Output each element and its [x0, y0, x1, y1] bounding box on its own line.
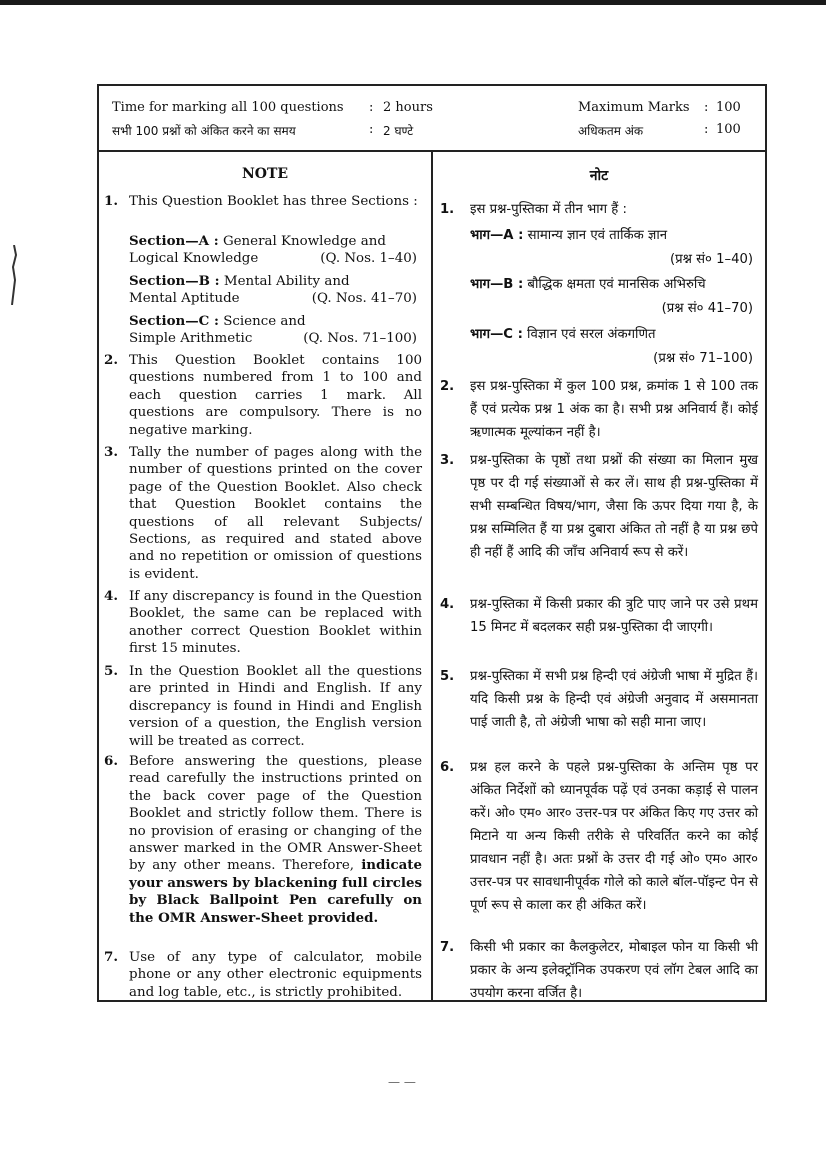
note-text-bold: indicate your answers by blackening full circles by Black Ballpoint Pen carefully on the OMR Answer-Sheet provided.: [129, 857, 422, 926]
note-text: Before answering the questions, please read carefully the instructions printed on the back cover page of the Question Booklet and strictly follow them. There is no provision of erasing or changing of the answer marked in the OMR Answer-Sheet by any other means. Therefore,: [129, 754, 422, 874]
time-sep-en: :: [369, 100, 374, 115]
section-qnos: (Q. Nos. 41–70): [311, 291, 417, 306]
hindi-notes-column: [433, 152, 765, 1000]
note-text: किसी भी प्रकार का कैलकुलेटर, मोबाइल फोन या किसी भी प्रकार के अन्य इलेक्ट्रॉनिक उपकरण एवं लॉग टेबल आदि का उपयोग करना वर्जित है।: [470, 940, 758, 1001]
note-text: इस प्रश्न-पुस्तिका में तीन भाग हैं :: [470, 202, 627, 217]
note-heading-hi: नोट: [589, 168, 609, 184]
max-marks-value-en: 100: [716, 100, 741, 115]
note-number: 6.: [104, 753, 118, 769]
section-label: भाग—B :: [470, 277, 524, 292]
section-qnos: (Q. Nos. 1–40): [320, 251, 417, 266]
time-label-hi: सभी 100 प्रश्नों को अंकित करने का समय: [112, 124, 296, 138]
note-number: 6.: [440, 760, 455, 775]
section-a-hi: [470, 225, 667, 243]
note-number: 1.: [104, 193, 118, 209]
note-number: 3.: [104, 444, 118, 460]
max-marks-sep-en: :: [704, 100, 709, 115]
section-c-en: [129, 313, 417, 349]
scan-punch-mark: [10, 245, 18, 305]
section-title-line2: Mental Aptitude: [129, 291, 240, 307]
note-text: If any discrepancy is found in the Question Booklet, the same can be replaced with another correct Question Booklet within first 15 minutes.: [129, 589, 422, 657]
note-number: 7.: [104, 949, 118, 965]
section-b-qnos-hi: (प्रश्न सं० 41–70): [661, 301, 753, 316]
english-notes-column: [99, 152, 431, 1000]
section-title: सामान्य ज्ञान एवं तार्किक ज्ञान: [527, 228, 668, 243]
note-text: This Question Booklet has three Sections :: [129, 194, 418, 209]
note-text: इस प्रश्न-पुस्तिका में कुल 100 प्रश्न, क्रमांक 1 से 100 तक हैं एवं प्रत्येक प्रश्न 1 अंक का है। सभी प्रश्न अनिवार्य हैं। कोई ऋणात्मक मूल्यांकन नहीं है।: [470, 379, 758, 440]
time-label-en: Time for marking all 100 questions: [112, 100, 344, 115]
time-value-en: 2 hours: [383, 100, 433, 115]
section-title: बौद्धिक क्षमता एवं मानसिक अभिरुचि: [527, 277, 706, 292]
note-heading-en: NOTE: [241, 166, 289, 182]
booklet-header: [99, 86, 765, 152]
time-sep-hi: :: [369, 122, 374, 137]
note-text: Tally the number of pages along with the number of questions printed on the cover page of the Question Booklet. Also check that Question Booklet contains the questions of all relevant Subjects/ Sections, as required and stated above and no repetition or omission of questions is evident.: [129, 445, 422, 582]
section-title-line1: Mental Ability and: [223, 274, 350, 289]
note-text: प्रश्न-पुस्तिका के पृष्ठों तथा प्रश्नों की संख्या का मिलान मुख पृष्ठ पर दी गई संख्याओं से कर लें। साथ ही प्रश्न-पुस्तिका में सभी सम्बन्धित विषय/भाग, जैसा कि ऊपर दिया गया है, के प्रश्न सम्मिलित हैं या प्रश्न दुबारा अंकित तो नहीं है या प्रश्न छपे ही नहीं हैं आदि की जाँच अनिवार्य रूप से करें।: [470, 453, 759, 560]
section-title-line1: Science and: [223, 314, 306, 329]
section-label: Section—A :: [129, 233, 219, 249]
note-text: प्रश्न-पुस्तिका में किसी प्रकार की त्रुटि पाए जाने पर उसे प्रथम 15 मिनट में बदलकर सही प्रश्न-पुस्तिका दी जाएगी।: [470, 597, 758, 635]
section-b-hi: [470, 274, 706, 292]
note-number: 5.: [104, 663, 118, 679]
note-number: 4.: [104, 588, 118, 604]
section-c-hi: [470, 324, 656, 342]
note-number: 7.: [440, 940, 455, 955]
top-scan-border: [0, 0, 826, 5]
section-a-qnos-hi: (प्रश्न सं० 1–40): [669, 252, 753, 267]
max-marks-sep-hi: :: [704, 122, 709, 137]
section-b-en: [129, 273, 417, 309]
max-marks-label-en: Maximum Marks: [578, 100, 690, 115]
max-marks-label-hi: अधिकतम अंक: [578, 124, 644, 138]
note-text: This Question Booklet contains 100 questions numbered from 1 to 100 and each question carries 1 mark. All questions are compulsory. There is no negative marking.: [129, 353, 422, 438]
section-c-qnos-hi: (प्रश्न सं० 71–100): [653, 351, 753, 366]
section-a-en: [129, 233, 417, 269]
section-title-line2: Simple Arithmetic: [129, 331, 253, 347]
note-number: 1.: [440, 202, 455, 217]
instructions-frame: [97, 84, 767, 1002]
section-qnos: (Q. Nos. 71–100): [303, 331, 417, 346]
section-label: Section—C :: [129, 313, 219, 329]
note-text: प्रश्न-पुस्तिका में सभी प्रश्न हिन्दी एवं अंग्रेजी भाषा में मुद्रित हैं। यदि किसी प्रश्न के हिन्दी एवं अंग्रेजी अनुवाद में असमानता पाई जाती है, तो अंग्रेजी भाषा को सही माना जाए।: [470, 669, 758, 730]
note-number: 2.: [440, 379, 455, 394]
max-marks-value-hi: 100: [716, 122, 741, 137]
note-number: 3.: [440, 453, 455, 468]
time-value-hi: 2 घण्टे: [383, 124, 414, 138]
section-title-line1: General Knowledge and: [222, 234, 386, 249]
note-text: प्रश्न हल करने के पहले प्रश्न-पुस्तिका के अन्तिम पृष्ठ पर अंकित निर्देशों को ध्यानपूर्वक पढ़ें एवं उनका कड़ाई से पालन करें। ओ० एम० आर० उत्तर-पत्र पर अंकित किए गए उत्तर को मिटाने या अन्य किसी तरीके से परिवर्तित करने का कोई प्रावधान नहीं है। अतः प्रश्नों के उत्तर दी गई ओ० एम० आर० उत्तर-पत्र पर सावधानीपूर्वक गोले को काले बॉल-पॉइन्ट पेन से पूर्ण रूप से काला कर ही अंकित करें।: [470, 760, 758, 913]
section-label: भाग—A :: [470, 228, 524, 243]
section-label: Section—B :: [129, 273, 220, 289]
note-number: 4.: [440, 597, 455, 612]
note-number: 5.: [440, 669, 455, 684]
section-title: विज्ञान एवं सरल अंकगणित: [527, 327, 656, 342]
note-text: In the Question Booklet all the questions are printed in Hindi and English. If any discrepancy is found in Hindi and English version of a question, the English version will be treated as correct.: [129, 664, 422, 749]
note-number: 2.: [104, 352, 118, 368]
section-label: भाग—C :: [470, 327, 523, 342]
section-title-line2: Logical Knowledge: [129, 251, 259, 267]
scan-footer-mark: — —: [388, 1075, 416, 1089]
note-text: Use of any type of calculator, mobile phone or any other electronic equipments and log table, etc., is strictly prohibited.: [129, 950, 422, 1000]
